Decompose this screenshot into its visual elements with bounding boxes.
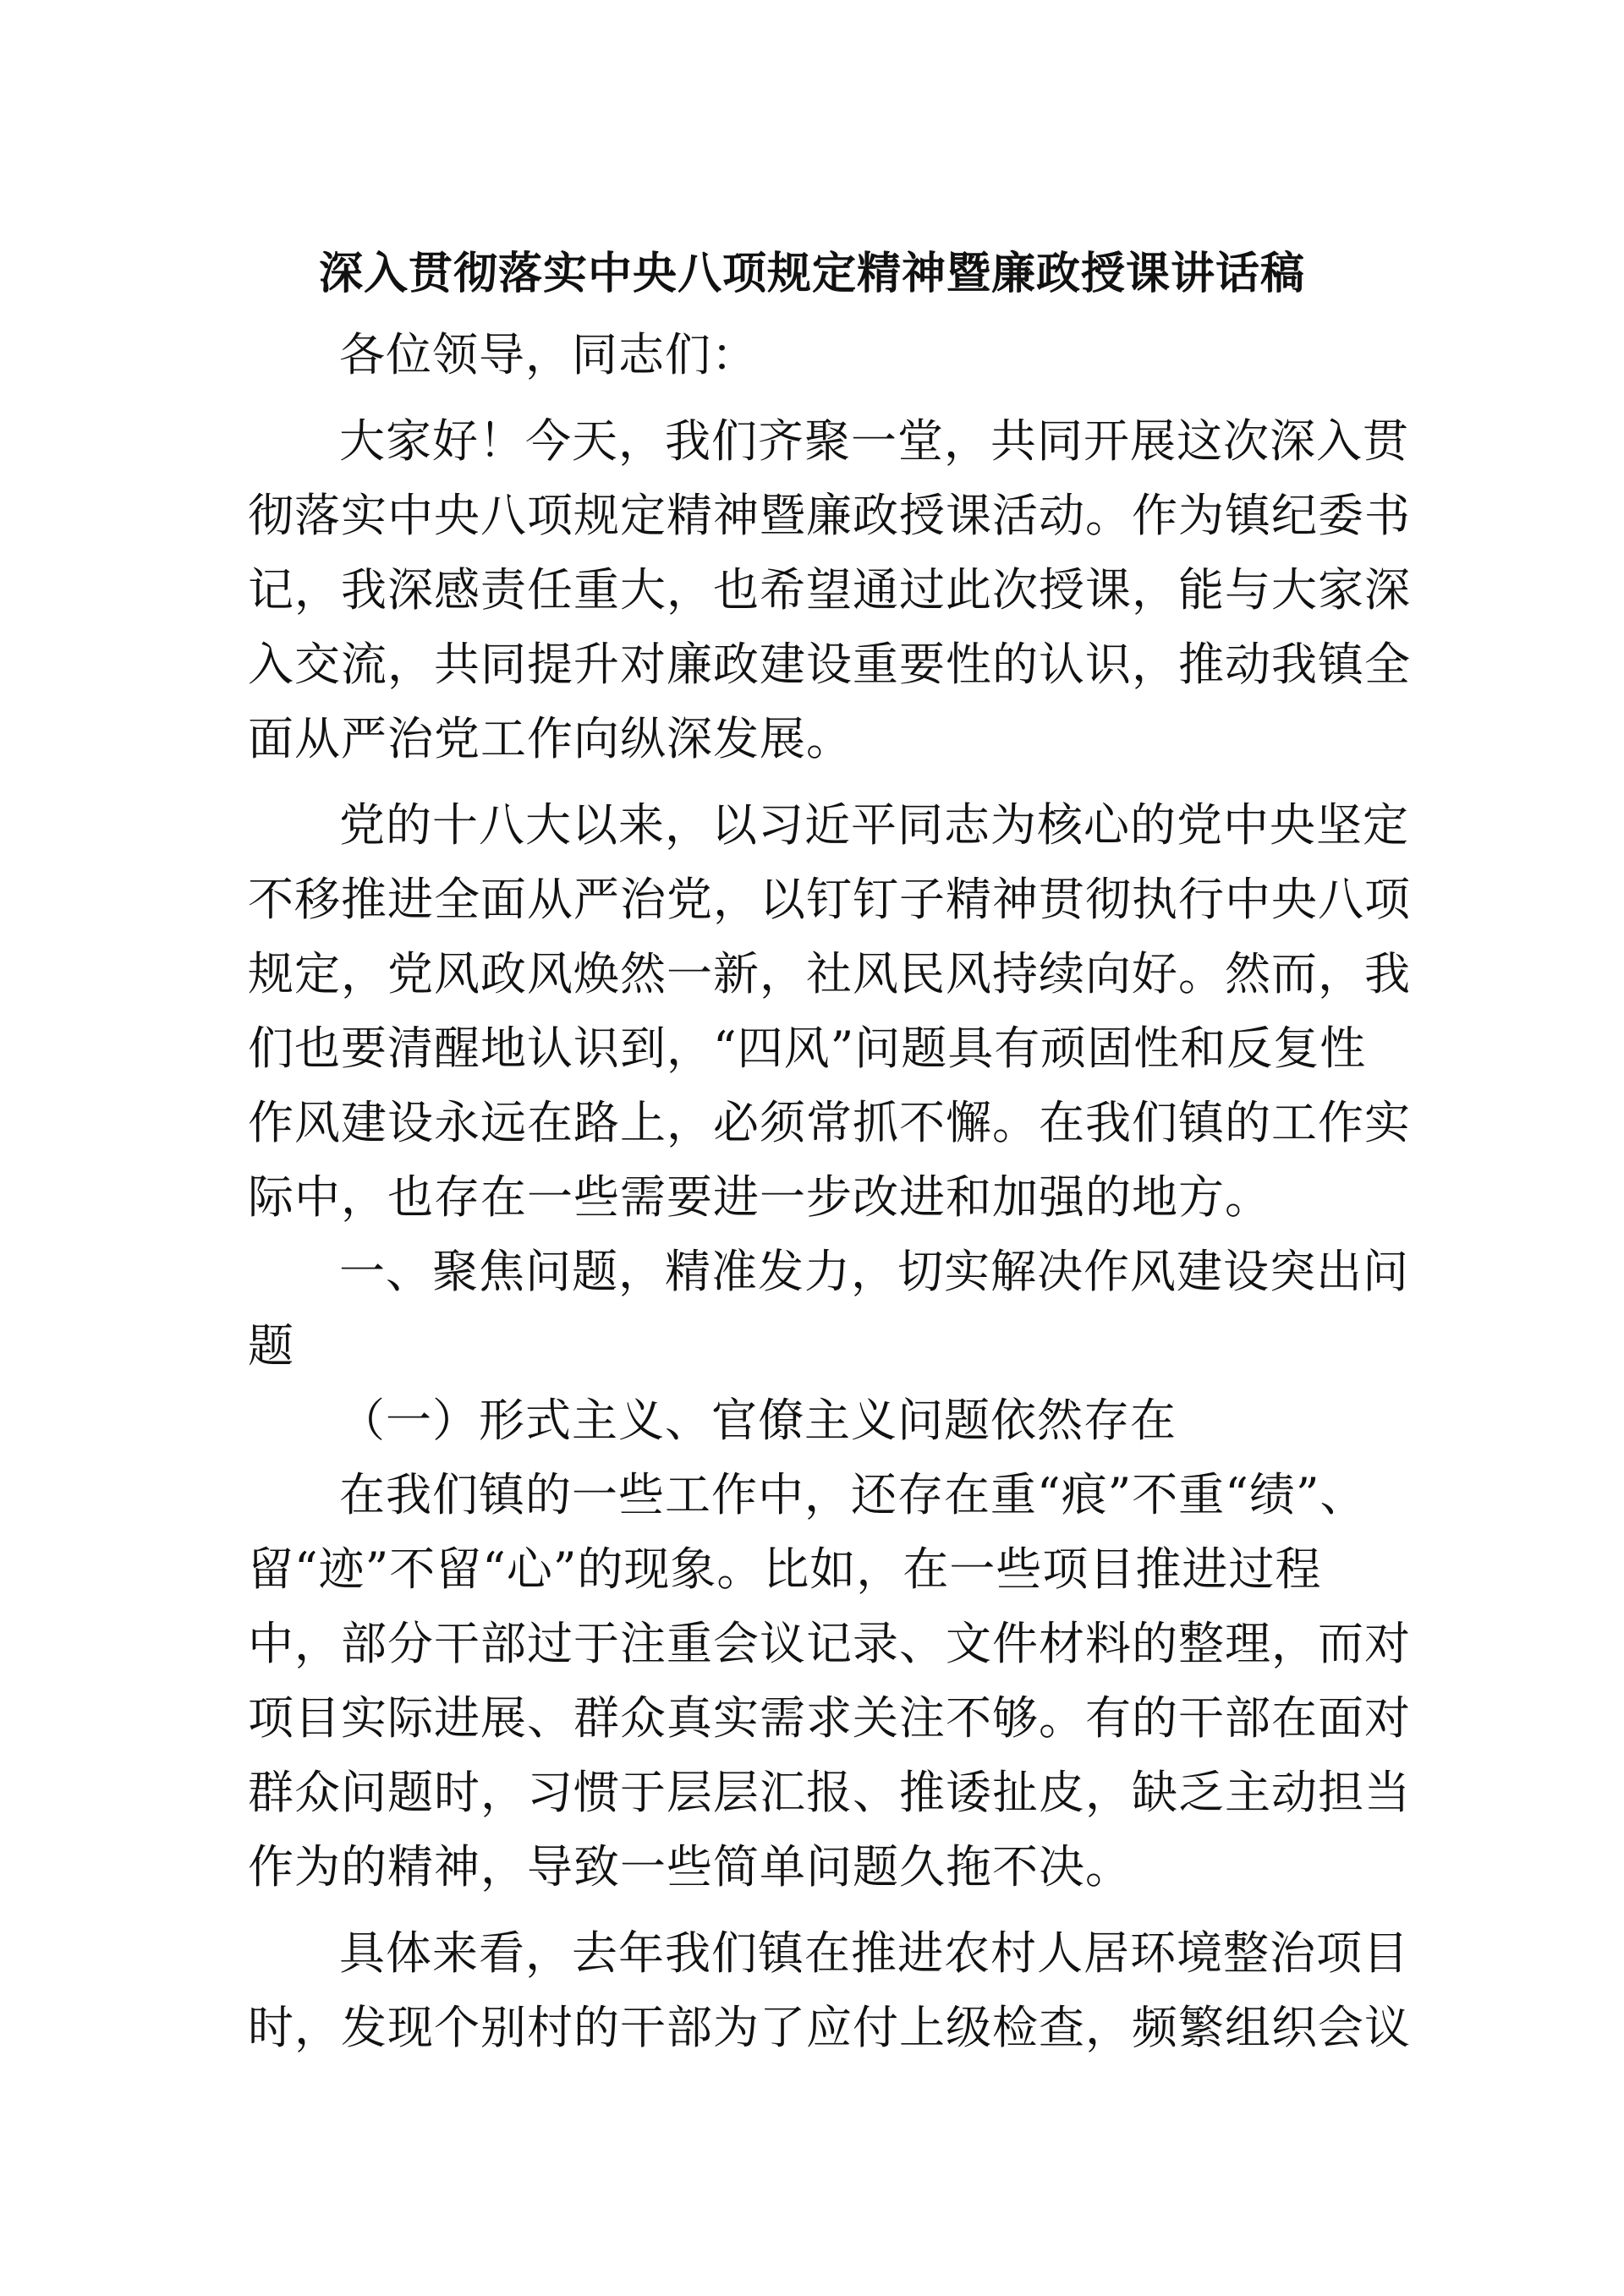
paragraph-line: 记，我深感责任重大，也希望通过此次授课，能与大家深 [248,563,1411,616]
paragraph-line: 规定，党风政风焕然一新，社风民风持续向好。然而，我 [248,947,1411,1000]
paragraph-line: 中，部分干部过于注重会议记录、文件材料的整理，而对 [248,1617,1411,1670]
paragraph-line: 作风建设永远在路上，必须常抓不懈。在我们镇的工作实 [248,1096,1411,1149]
document-body [248,318,1411,2065]
section-heading-line: 一、聚焦问题，精准发力，切实解决作风建设突出问 [339,1245,1409,1298]
salutation-line: 各位领导，同志们： [339,328,758,381]
paragraph-line: 留“迹”不留“心”的现象。比如，在一些项目推进过程 [248,1543,1322,1596]
section-heading-line: 题 [248,1319,294,1373]
paragraph-line: 不移推进全面从严治党，以钉钉子精神贯彻执行中央八项 [248,873,1411,926]
paragraph-line: 党的十八大以来，以习近平同志为核心的党中央坚定 [339,798,1409,852]
paragraph-line: 项目实际进展、群众真实需求关注不够。有的干部在面对 [248,1691,1411,1745]
paragraph-line: 具体来看，去年我们镇在推进农村人居环境整治项目 [339,1926,1409,1980]
paragraph-line: 群众问题时，习惯于层层汇报、推诿扯皮，缺乏主动担当 [248,1766,1411,1819]
document-title: 深入贯彻落实中央八项规定精神暨廉政授课讲话稿 [318,248,1305,299]
paragraph-line: 们也要清醒地认识到，“四风”问题具有顽固性和反复性 [248,1022,1367,1075]
paragraph-line: 彻落实中央八项规定精神暨廉政授课活动。作为镇纪委书 [248,489,1411,542]
paragraph-line: 时，发现个别村的干部为了应付上级检查，频繁组织会议 [248,2001,1411,2054]
paragraph-line: 入交流，共同提升对廉政建设重要性的认识，推动我镇全 [248,638,1411,691]
paragraph-line: 际中，也存在一些需要进一步改进和加强的地方。 [248,1170,1271,1224]
paragraph-line: 大家好！今天，我们齐聚一堂，共同开展这次深入贯 [339,414,1409,468]
paragraph-line: 面从严治党工作向纵深发展。 [248,712,853,765]
paragraph-line: 作为的精神，导致一些简单问题久拖不决。 [248,1840,1132,1893]
subsection-heading-line: （一）形式主义、官僚主义问题依然存在 [339,1394,1177,1447]
paragraph-line: 在我们镇的一些工作中，还存在重“痕”不重“绩”、 [339,1468,1367,1521]
